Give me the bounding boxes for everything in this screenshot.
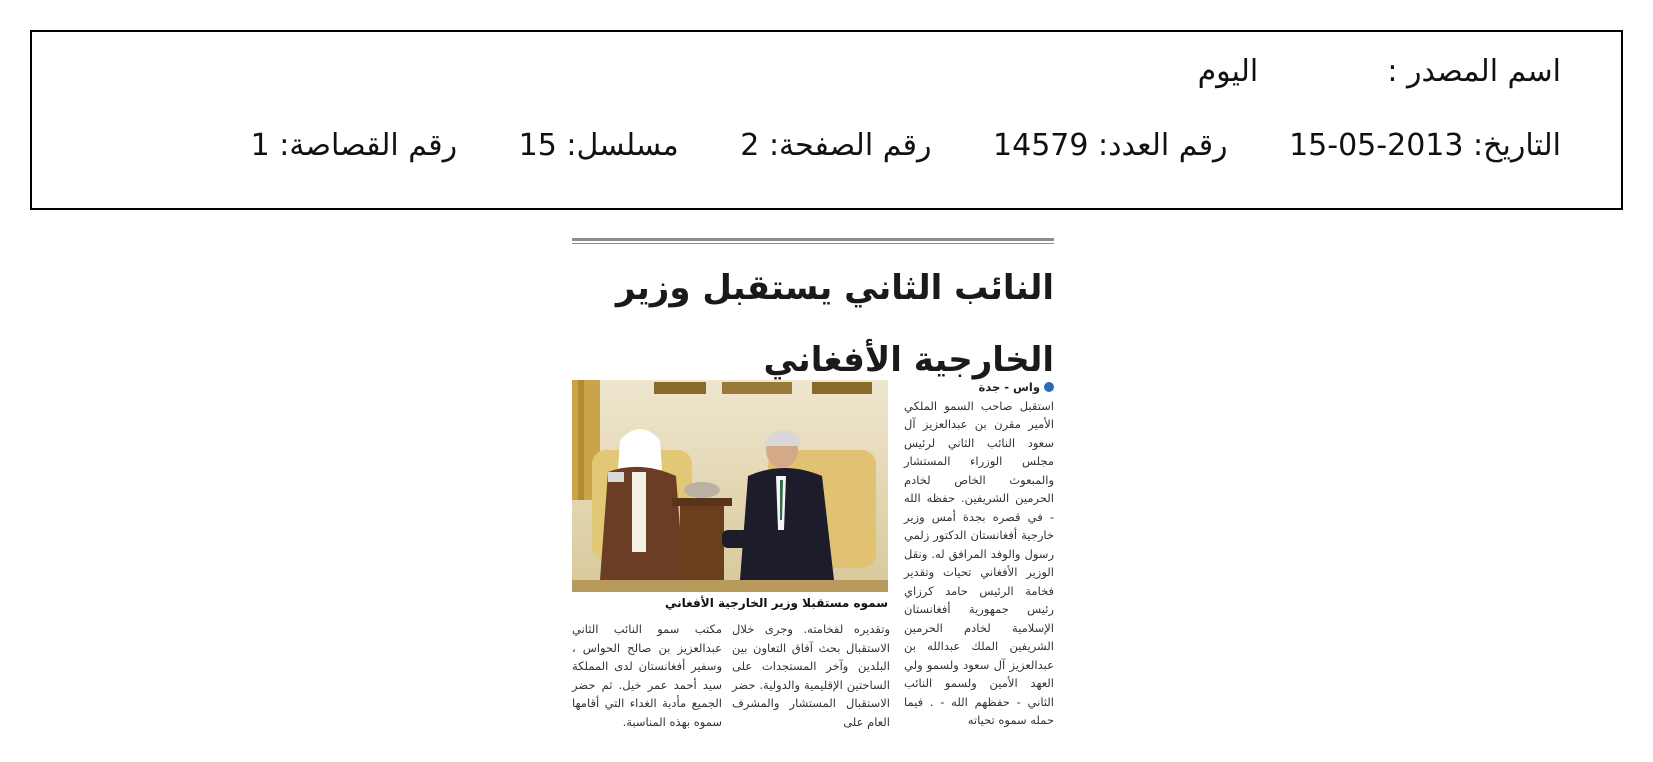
article-column-middle: وتقديره لفخامته. وجرى خلال الاستقبال بحث آفاق التعاون بين البلدين وآخر المستجدات على الساحتين الإقليمية والدولية. حضر الاستقبال المستشار والمشرف العام على — [732, 622, 890, 729]
date-value: 2013-05-15 — [1289, 128, 1464, 163]
headline-line-2: الخارجية الأفغاني — [763, 340, 1054, 380]
photo-illustration — [572, 380, 888, 592]
bullet-dot-icon — [1044, 382, 1054, 392]
serial-label: مسلسل: — [566, 128, 679, 163]
clip-value: 1 — [250, 128, 270, 163]
metadata-box — [30, 30, 1623, 210]
page-value: 2 — [740, 128, 760, 163]
issue-label: رقم العدد: — [1098, 128, 1228, 163]
clip-field — [251, 128, 457, 163]
page-label: رقم الصفحة: — [768, 128, 932, 163]
page-field — [740, 128, 931, 163]
serial-value: 15 — [518, 128, 557, 163]
dateline — [904, 378, 1054, 397]
source-value: اليوم — [1197, 54, 1259, 89]
newspaper-clipping — [572, 238, 1054, 738]
headline — [572, 252, 1054, 396]
serial-field — [519, 128, 679, 163]
source-label: اسم المصدر : — [1387, 54, 1561, 89]
article-photo — [572, 380, 888, 592]
article-column-right — [904, 378, 1054, 730]
column-right-text: استقبل صاحب السمو الملكي الأمير مقرن بن عبدالعزيز آل سعود النائب الثاني لرئيس مجلس الوزراء المستشار والمبعوث الخاص لخادم الحرمين الشريفين. حفظه الله - في قصره بجدة أمس وزير خارجية أفغانستان الدكتور زلمي رسول والوفد المرافق له. ونقل الوزير الأفغاني تحيات وتقدير فخامة الرئيس حامد كرزاي رئيس جمهورية أفغانستان الإسلامية لخادم الحرمين الشريفين الملك عبدالله بن عبدالعزيز آل سعود ولسمو ولي العهد الأمين ولسمو النائب الثاني - حفظهم الله - . فيما حمله سموه تحياته — [904, 398, 1054, 727]
photo-caption: سموه مستقبلا وزير الخارجية الأفغاني — [664, 596, 888, 610]
clip-label: رقم القصاصة: — [279, 128, 458, 163]
dateline-text: واس - جدة — [978, 380, 1040, 394]
date-label: التاريخ: — [1473, 128, 1561, 163]
issue-value: 14579 — [993, 128, 1089, 163]
article-column-left: مكتب سمو النائب الثاني عبدالعزيز بن صالح الحواس ، وسفير أفغانستان لدى المملكة سيد أحمد عمر خيل. ثم حضر الجميع مأدبة الغداء التي أقامها سموه بهذه المناسبة. — [572, 622, 722, 729]
top-rule — [572, 238, 1054, 244]
headline-line-1: النائب الثاني يستقبل وزير — [615, 268, 1054, 308]
details-line — [199, 128, 1561, 163]
issue-field — [993, 128, 1227, 163]
source-line — [1198, 54, 1561, 89]
date-field — [1289, 128, 1561, 163]
